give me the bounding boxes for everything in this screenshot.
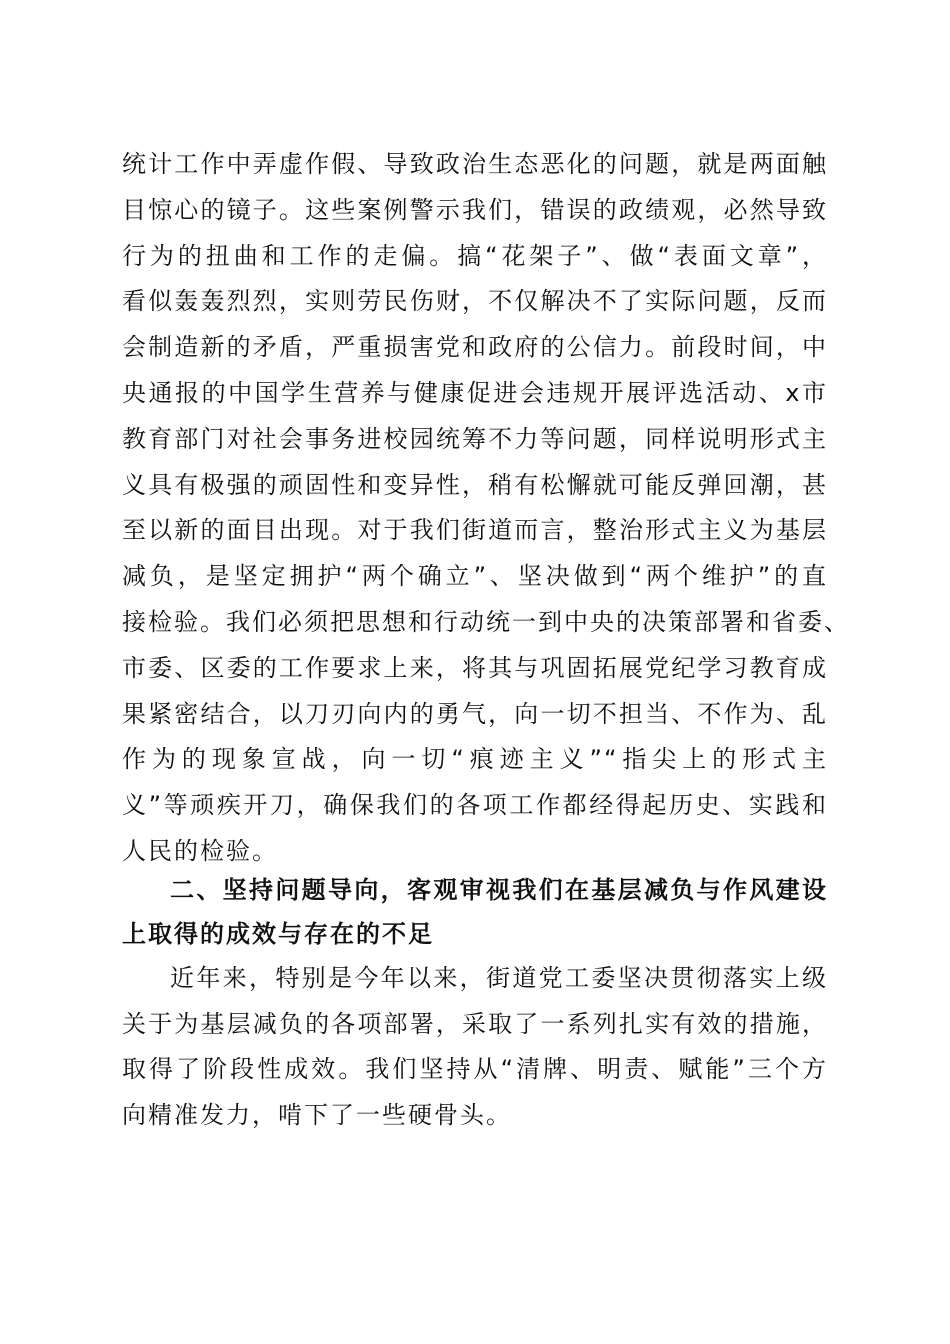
text-line: 向精准发力，啃下了一些硬骨头。	[122, 1101, 512, 1130]
text-line: 看似轰轰烈烈，实则劳民伤财，不仅解决不了实际问题，反而	[122, 287, 828, 316]
text-line: 教育部门对社会事务进校园统筹不力等问题，同样说明形式主	[122, 424, 828, 453]
text-line: 义”等顽疾开刀，确保我们的各项工作都经得起历史、实践和	[122, 791, 828, 820]
text-line: 接检验。我们必须把思想和行动统一到中央的决策部署和省委、	[122, 607, 850, 636]
paragraph-1	[122, 142, 850, 875]
text-line: 关于为基层减负的各项部署，采取了一系列扎实有效的措施，	[122, 1009, 828, 1038]
text-line: 作为的现象宣战，向一切“痕迹主义”“指尖上的形式主	[122, 745, 828, 774]
text-line: 会制造新的矛盾，严重损害党和政府的公信力。前段时间，中	[122, 333, 828, 362]
text-line: 至以新的面目出现。对于我们街道而言，整治形式主义为基层	[122, 516, 828, 545]
text-line: 目惊心的镜子。这些案例警示我们，错误的政绩观，必然导致	[122, 195, 828, 224]
text-line: 取得了阶段性成效。我们坚持从“清牌、明责、赋能”三个方	[122, 1055, 828, 1084]
document-page	[122, 142, 850, 1139]
text-line: 市委、区委的工作要求上来，将其与巩固拓展党纪学习教育成	[122, 653, 828, 682]
paragraph-2	[122, 956, 828, 1139]
text-line: 义具有极强的顽固性和变异性，稍有松懈就可能反弹回潮，甚	[122, 470, 828, 499]
text-line: 二、坚持问题导向，客观审视我们在基层减负与作风建设	[170, 875, 828, 904]
text-line: 统计工作中弄虚作假、导致政治生态恶化的问题，就是两面触	[122, 150, 828, 178]
section-heading-2	[122, 868, 828, 956]
text-line: 果紧密结合，以刀刃向内的勇气，向一切不担当、不作为、乱	[122, 699, 828, 728]
text-line: 上取得的成效与存在的不足	[122, 919, 434, 948]
text-line: 减负，是坚定拥护“两个确立”、坚决做到“两个维护”的直	[122, 562, 828, 591]
text-line: 行为的扭曲和工作的走偏。搞“花架子”、做“表面文章”，	[122, 241, 828, 270]
text-line: 央通报的中国学生营养与健康促进会违规开展评选活动、x市	[122, 378, 828, 407]
text-line: 人民的检验。	[122, 836, 278, 865]
text-line: 近年来，特别是今年以来，街道党工委坚决贯彻落实上级	[170, 963, 828, 992]
